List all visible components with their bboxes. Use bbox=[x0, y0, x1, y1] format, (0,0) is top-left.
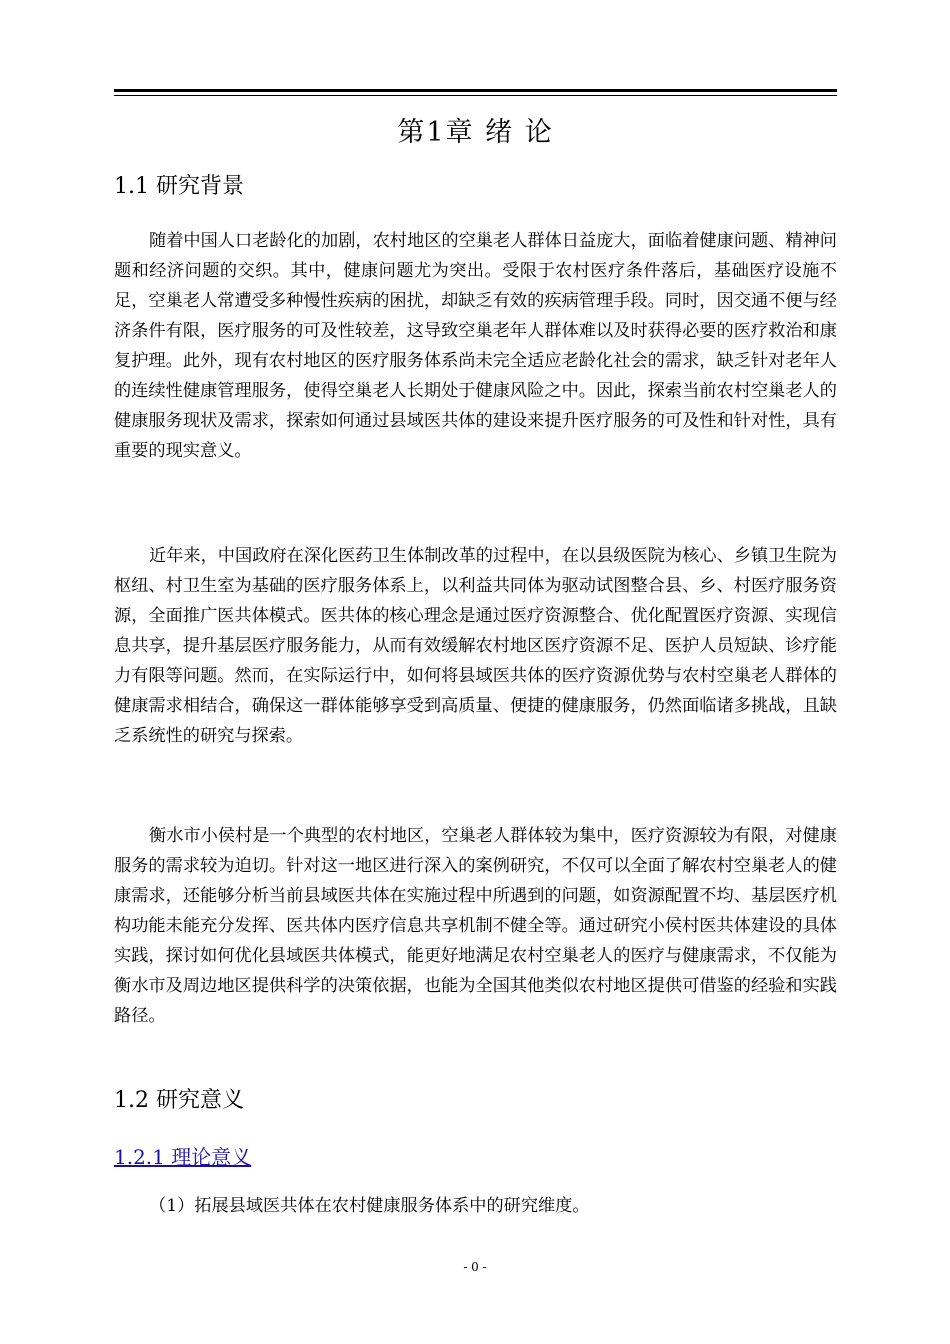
paragraph-research-background-3: 衡水市小侯村是一个典型的农村地区，空巢老人群体较为集中，医疗资源较为有限，对健康服务的需求较为迫切。针对这一地区进行深入的案例研究，不仅可以全面了解农村空巢老人的健康需求，还能够分析当前县域医共体在实施过程中所遇到的问题，如资源配置不均、基层医疗机构功能未能充分发挥、医共体内医疗信息共享机制不健全等。通过研究小侯村医共体建设的具体实践，探讨如何优化县域医共体模式，能更好地满足农村空巢老人的医疗与健康需求，不仅能为衡水市及周边地区提供科学的决策依据，也能为全国其他类似农村地区提供可借鉴的经验和实践路径。 bbox=[114, 826, 837, 1026]
paragraph-research-background-1: 随着中国人口老龄化的加剧，农村地区的空巢老人群体日益庞大，面临着健康问题、精神问题和经济问题的交织。其中，健康问题尤为突出。受限于农村医疗条件落后，基础医疗设施不足，空巢老人常遭受多种慢性疾病的困扰，却缺乏有效的疾病管理手段。同时，因交通不便与经济条件有限，医疗服务的可及性较差，这导致空巢老年人群体难以及时获得必要的医疗救治和康复护理。此外，现有农村地区的医疗服务体系尚未完全适应老龄化社会的需求，缺乏针对老年人的连续性健康管理服务，使得空巢老人长期处于健康风险之中。因此，探索当前农村空巢老人的健康服务现状及需求，探索如何通过县域医共体的建设来提升医疗服务的可及性和针对性，具有重要的现实意义。 bbox=[114, 231, 837, 461]
header-rule-thin bbox=[114, 95, 837, 96]
section-heading-1-1: 1.1 研究背景 bbox=[114, 174, 244, 199]
subsection-link-1-2-1[interactable]: 1.2.1 理论意义 bbox=[114, 1145, 252, 1169]
chapter-title: 第1章 绪 论 bbox=[397, 117, 554, 148]
header-rule-thick bbox=[114, 89, 837, 92]
page-number: - 0 - bbox=[463, 1260, 487, 1274]
paragraph-research-background-2: 近年来，中国政府在深化医药卫生体制改革的过程中，在以县级医院为核心、乡镇卫生院为枢纽、村卫生室为基础的医疗服务体系上，以利益共同体为驱动试图整合县、乡、村医疗服务资源，全面推广医共体模式。医共体的核心理念是通过医疗资源整合、优化配置医疗资源、实现信息共享，提升基层医疗服务能力，从而有效缓解农村地区医疗资源不足、医护人员短缺、诊疗能力有限等问题。然而，在实际运行中，如何将县域医共体的医疗资源优势与农村空巢老人群体的健康需求相结合，确保这一群体能够享受到高质量、便捷的健康服务，仍然面临诸多挑战，且缺乏系统性的研究与探索。 bbox=[114, 546, 837, 746]
section-heading-1-2: 1.2 研究意义 bbox=[114, 1088, 244, 1113]
list-item-theory-1: （1）拓展县域医共体在农村健康服务体系中的研究维度。 bbox=[149, 1196, 590, 1216]
